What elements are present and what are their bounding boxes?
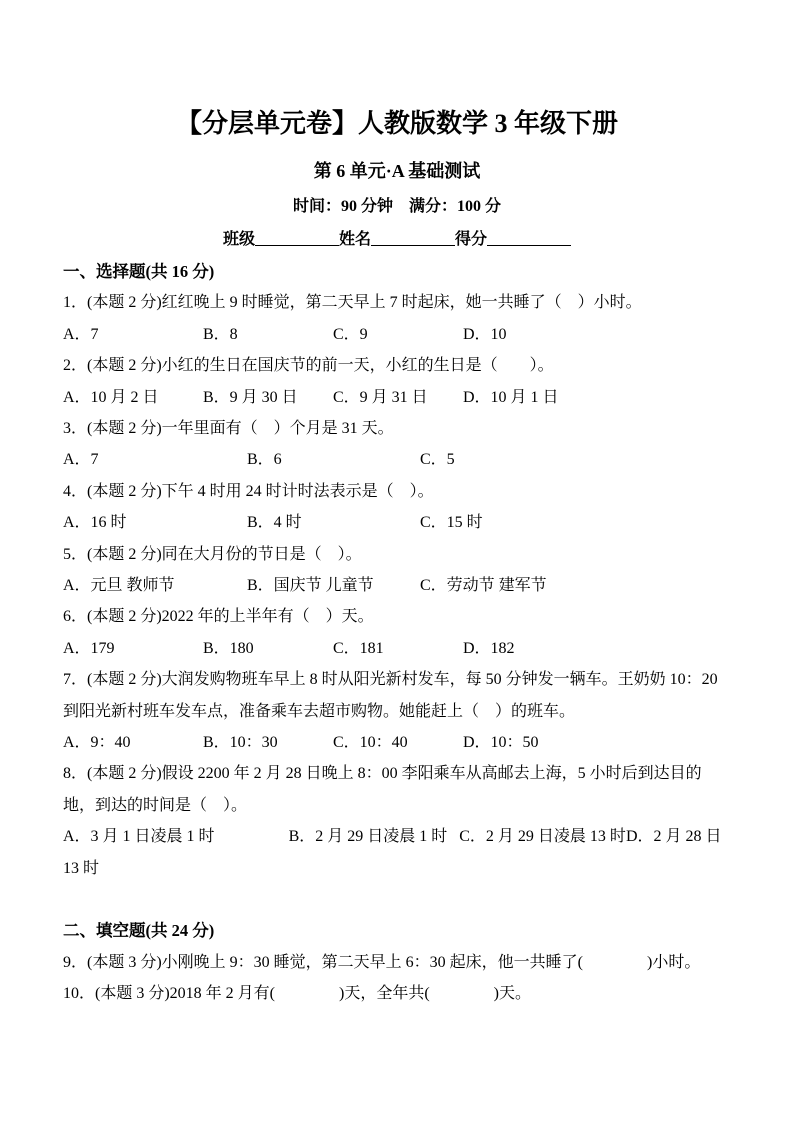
question-7-options — [63, 727, 731, 758]
section-2-heading: 二、填空题(共 24 分) — [63, 921, 215, 941]
option-d: D．2 月 28 日 13 时 — [63, 828, 722, 877]
question-9-text: 9．(本题 3 分)小刚晚上 9：30 睡觉，第二天早上 6：30 起床，他一共睡了( )小时。 — [63, 953, 701, 971]
document-subtitle: 第 6 单元·A 基础测试 — [313, 161, 481, 181]
option-a: A．10 月 2 日 — [63, 388, 159, 406]
question-10-text: 10．(本题 3 分)2018 年 2 月有( )天，全年共( )天。 — [63, 985, 531, 1003]
option-b: B．10：30 — [203, 734, 278, 751]
option-a: A．7 — [63, 451, 99, 469]
student-info-line — [63, 228, 731, 252]
option-d: D．10 月 1 日 — [463, 388, 559, 406]
option-d: D．10 — [463, 325, 507, 343]
option-c: C．9 — [333, 325, 368, 343]
section-1-heading: 一、选择题(共 16 分) — [63, 262, 215, 281]
option-b: B．6 — [247, 451, 282, 469]
option-c: C．9 月 31 日 — [333, 388, 428, 406]
option-c: C．2 月 29 日凌晨 13 时 — [459, 828, 626, 846]
document-content — [63, 106, 731, 1010]
question-3-options — [63, 444, 731, 475]
score-blank-line — [487, 230, 571, 246]
option-b: B．180 — [203, 639, 254, 657]
class-blank-line — [255, 230, 339, 246]
exam-time-score-line: 时间：90 分钟 满分：100 分 — [292, 198, 501, 215]
question-4-stem: 4．(本题 2 分)下午 4 时用 24 时计时法表示是（ ）。 — [63, 482, 434, 500]
question-3-stem: 3．(本题 2 分)一年里面有（ ）个月是 31 天。 — [63, 420, 394, 437]
question-7-stem: 7．(本题 2 分)大润发购物班车早上 8 时从阳光新村发车，每 50 分钟发一辆车。王奶奶 10：20 到阳光新村班车发车点，准备乘车去超市购物。她能赶上（ ）的班车。 — [63, 671, 718, 720]
option-c: C．5 — [420, 451, 455, 469]
name-blank-line — [371, 230, 455, 246]
option-b: B．国庆节 儿童节 — [247, 577, 374, 594]
option-b: B．4 时 — [247, 514, 302, 532]
question-2-options — [63, 382, 731, 413]
question-1-options — [63, 319, 731, 350]
option-b: B．2 月 29 日凌晨 1 时 — [288, 828, 448, 846]
question-6-options — [63, 633, 731, 664]
score-label: 得分 — [455, 231, 488, 248]
option-a: A．7 — [63, 325, 99, 343]
question-4-options — [63, 507, 731, 538]
option-a: A．16 时 — [63, 514, 127, 532]
option-a: A．3 月 1 日凌晨 1 时 — [63, 828, 215, 846]
document-title: 【分层单元卷】人教版数学 3 年级下册 — [175, 109, 618, 138]
option-a: A．179 — [63, 639, 115, 657]
tab-space — [215, 840, 289, 841]
option-d: D．10：50 — [463, 734, 539, 751]
question-6-stem: 6．(本题 2 分)2022 年的上半年有（ ）天。 — [63, 608, 374, 626]
option-c: C．15 时 — [420, 514, 483, 532]
option-b: B．8 — [203, 325, 238, 343]
class-label: 班级 — [222, 231, 255, 248]
question-8-options — [63, 821, 731, 884]
option-d: D．182 — [463, 639, 515, 657]
option-c: C．劳动节 建军节 — [420, 577, 547, 594]
option-b: B．9 月 30 日 — [203, 388, 298, 406]
name-label: 姓名 — [338, 231, 371, 248]
question-8-stem: 8．(本题 2 分)假设 2200 年 2 月 28 日晚上 8：00 李阳乘车从高邮去上海，5 小时后到达目的地，到达的时间是（ ）。 — [63, 765, 702, 814]
tab-space — [447, 840, 459, 841]
option-c: C．10：40 — [333, 734, 408, 751]
question-5-options — [63, 570, 731, 601]
question-5-stem: 5．(本题 2 分)同在大月份的节日是（ ）。 — [63, 545, 362, 563]
option-a: A．元旦 教师节 — [63, 577, 175, 594]
question-1-stem: 1．(本题 2 分)红红晚上 9 时睡觉，第二天早上 7 时起床，她一共睡了（ ）小时。 — [63, 294, 642, 312]
option-a: A．9：40 — [63, 734, 131, 751]
question-2-stem: 2．(本题 2 分)小红的生日在国庆节的前一天，小红的生日是（ ）。 — [63, 357, 554, 375]
option-c: C．181 — [333, 639, 384, 657]
